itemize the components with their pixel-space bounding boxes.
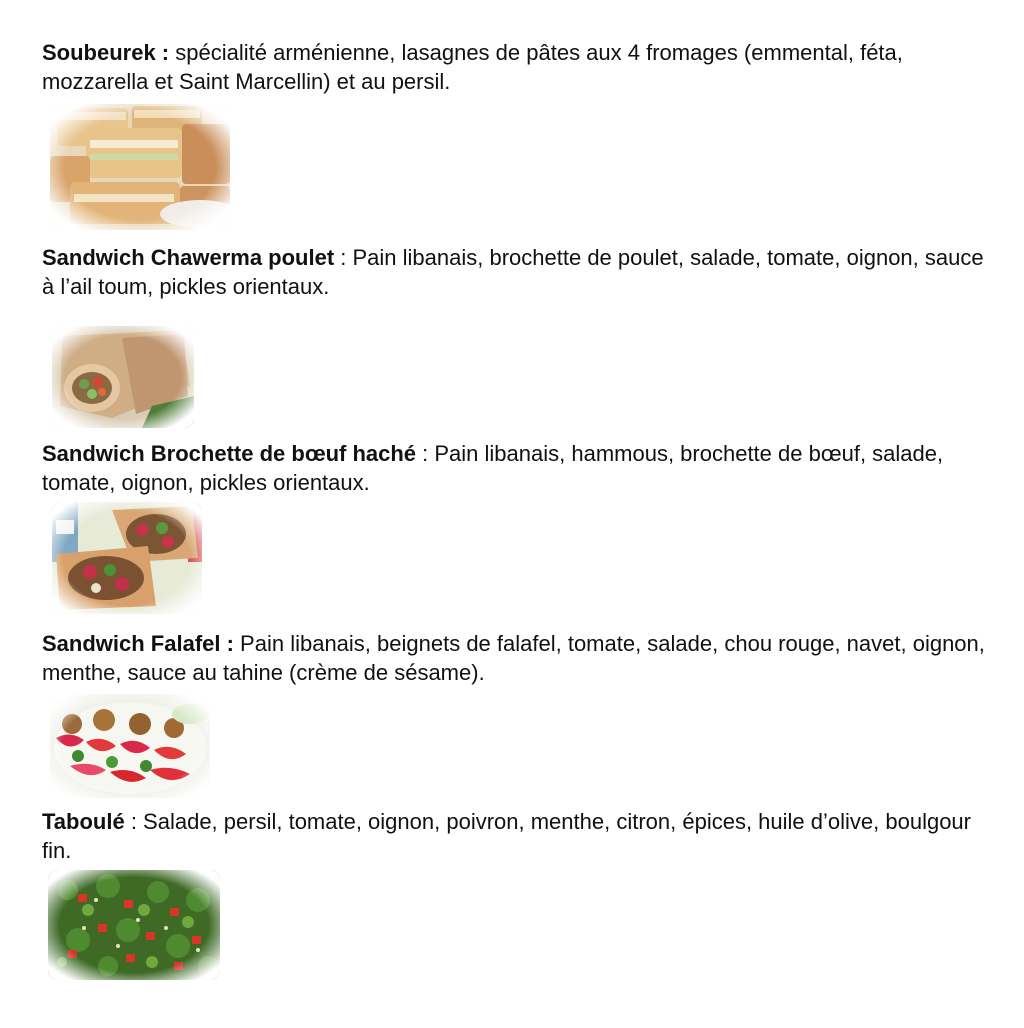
menu-item-falafel bbox=[42, 629, 992, 687]
item-description bbox=[42, 439, 992, 497]
item-text: : Pain libanais, brochette de poulet, salade, tomate, oignon, sauce à l’ail toum, pickles orientaux. bbox=[42, 245, 984, 299]
item-text: : Pain libanais, hammous, brochette de bœuf, salade, tomate, oignon, pickles orientaux. bbox=[42, 441, 944, 495]
item-name: Sandwich Brochette de bœuf haché bbox=[42, 441, 417, 466]
chawerma-photo bbox=[52, 326, 194, 428]
item-name: Soubeurek : bbox=[42, 40, 170, 65]
menu-item-chawerma bbox=[42, 243, 992, 301]
soubeurek-photo bbox=[50, 104, 230, 230]
menu-item-brochette bbox=[42, 439, 992, 497]
item-description bbox=[42, 38, 992, 96]
falafel-photo bbox=[50, 694, 210, 798]
item-text: Pain libanais, beignets de falafel, tomate, salade, chou rouge, navet, oignon, menthe, sauce au tahine (crème de sésame). bbox=[42, 631, 985, 685]
item-description bbox=[42, 243, 992, 301]
item-name: Taboulé bbox=[42, 809, 125, 834]
item-name: Sandwich Chawerma poulet bbox=[42, 245, 335, 270]
item-name: Sandwich Falafel : bbox=[42, 631, 234, 656]
brochette-photo bbox=[52, 502, 202, 614]
menu-item-taboule bbox=[42, 807, 992, 865]
item-description bbox=[42, 629, 992, 687]
item-description bbox=[42, 807, 992, 865]
item-text: spécialité arménienne, lasagnes de pâtes aux 4 fromages (emmental, féta, mozzarella et Saint Marcellin) et au persil. bbox=[42, 40, 903, 94]
menu-item-soubeurek bbox=[42, 38, 992, 96]
item-text: : Salade, persil, tomate, oignon, poivron, menthe, citron, épices, huile d’olive, boulgour fin. bbox=[42, 809, 971, 863]
taboule-photo bbox=[48, 870, 220, 980]
